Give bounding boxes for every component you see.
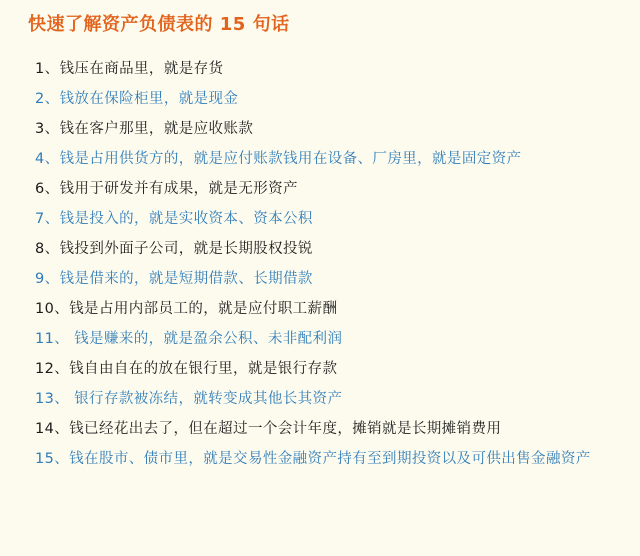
list-item: 3、钱在客户那里，就是应收账款 [35,121,254,137]
list-item: 15、钱在股市、债市里，就是交易性金融资产持有至到期投资以及可供出售金融资产 [35,451,591,467]
list-item: 8、钱投到外面子公司，就是长期股权投锐 [35,241,313,257]
list-item: 7、钱是投入的，就是实收资本、资本公积 [35,211,313,227]
list-item: 1、钱压在商品里，就是存货 [35,61,224,77]
list-item: 12、钱自由自在的放在银行里，就是银行存款 [35,361,338,377]
list-item: 11、 钱是赚来的，就是盈余公积、未非配利润 [35,331,343,347]
list-item: 14、钱已经花出去了，但在超过一个会计年度，摊销就是长期摊销费用 [35,421,502,437]
list-item: 4、钱是占用供货方的，就是应付账款钱用在设备、厂房里，就是固定资产 [35,151,522,167]
list-item: 13、 银行存款被冻结，就转变成其他长其资产 [35,391,343,407]
list-item: 10、钱是占用内部员工的，就是应付职工薪酬 [35,301,338,317]
list-item: 2、钱放在保险柜里，就是现金 [35,91,239,107]
list-item: 9、钱是借来的，就是短期借款、长期借款 [35,271,313,287]
list-item: 6、钱用于研发并有成果，就是无形资产 [35,181,298,197]
page-title: 快速了解资产负债表的 15 句话 [28,14,290,35]
sentence-list [28,54,616,477]
